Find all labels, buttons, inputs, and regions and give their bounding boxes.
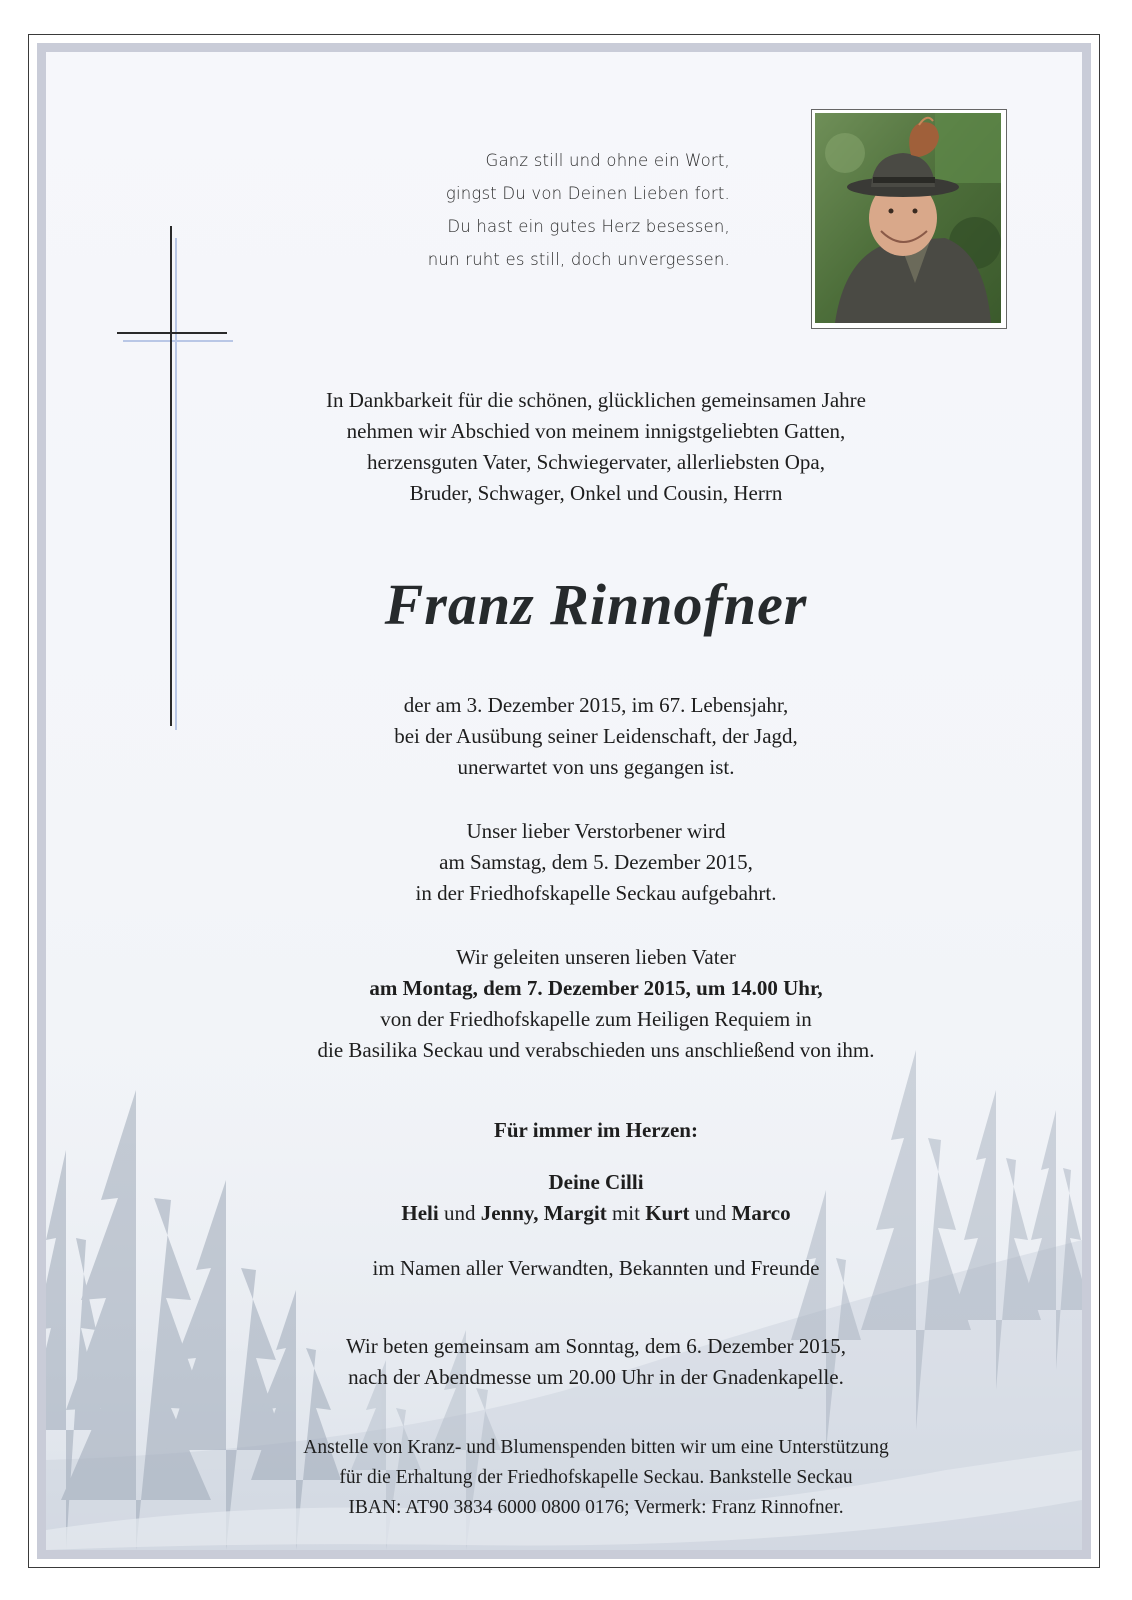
prayer-line: Wir beten gemeinsam am Sonntag, dem 6. Dezember 2015, xyxy=(345,1334,847,1358)
death-details xyxy=(160,690,1032,783)
prayer-line: nach der Abendmesse um 20.00 Uhr in der Gnadenkapelle. xyxy=(348,1365,844,1389)
child-name: Heli xyxy=(401,1201,439,1225)
children-names xyxy=(160,1198,1032,1229)
connector-word: und xyxy=(694,1201,727,1225)
spouse-name: Deine Cilli xyxy=(548,1170,644,1194)
death-line: bei der Ausübung seiner Leidenschaft, der Jagd, xyxy=(394,724,798,748)
intro-line: nehmen wir Abschied von meinem innigstgeliebten Gatten, xyxy=(346,419,846,443)
mourners-heading: Für immer im Herzen: xyxy=(494,1118,698,1142)
laying-out-line: am Samstag, dem 5. Dezember 2015, xyxy=(439,850,753,874)
intro-text xyxy=(160,385,1032,509)
portrait-photo xyxy=(811,109,1007,329)
intro-line: herzensguten Vater, Schwiegervater, allerliebsten Opa, xyxy=(367,450,825,474)
donation-line: Anstelle von Kranz- und Blumenspenden bitten wir um eine Unterstützung xyxy=(303,1437,889,1458)
child-name: Jenny, xyxy=(480,1201,539,1225)
poem-line: Du hast ein gutes Herz besessen, xyxy=(447,217,730,236)
portrait-image xyxy=(815,113,1001,323)
funeral-details xyxy=(160,942,1032,1066)
memorial-poem xyxy=(360,144,730,276)
laying-out-line: in der Friedhofskapelle Seckau aufgebahrt. xyxy=(415,881,777,905)
funeral-line: die Basilika Seckau und verabschieden uns anschließend von ihm. xyxy=(317,1038,875,1062)
laying-out-details xyxy=(160,816,1032,909)
laying-out-line: Unser lieber Verstorbener wird xyxy=(466,819,726,843)
funeral-line: von der Friedhofskapelle zum Heiligen Requiem in xyxy=(380,1007,812,1031)
death-line: unerwartet von uns gegangen ist. xyxy=(457,755,735,779)
relatives-line: im Namen aller Verwandten, Bekannten und Freunde xyxy=(372,1256,820,1280)
poem-line: Ganz still und ohne ein Wort, xyxy=(485,151,730,170)
intro-line: Bruder, Schwager, Onkel und Cousin, Herrn xyxy=(409,481,783,505)
donation-line: für die Erhaltung der Friedhofskapelle Seckau. Bankstelle Seckau xyxy=(339,1467,853,1488)
child-name: Marco xyxy=(731,1201,791,1225)
child-name: Margit xyxy=(543,1201,607,1225)
funeral-date: am Montag, dem 7. Dezember 2015, um 14.00 Uhr, xyxy=(369,976,823,1000)
intro-line: In Dankbarkeit für die schönen, glücklichen gemeinsamen Jahre xyxy=(326,388,866,412)
deceased-name: Franz Rinnofner xyxy=(384,572,808,637)
poem-line: gingst Du von Deinen Lieben fort. xyxy=(445,184,730,203)
donation-line: IBAN: AT90 3834 6000 0800 0176; Vermerk: Franz Rinnofner. xyxy=(348,1497,844,1518)
funeral-line: Wir geleiten unseren lieben Vater xyxy=(456,945,736,969)
poem-line: nun ruht es still, doch unvergessen. xyxy=(427,250,730,269)
connector-word: und xyxy=(443,1201,476,1225)
death-line: der am 3. Dezember 2015, im 67. Lebensjahr, xyxy=(403,693,789,717)
child-name: Kurt xyxy=(645,1201,690,1225)
donation-details xyxy=(160,1433,1032,1523)
connector-word: mit xyxy=(611,1201,640,1225)
prayer-details xyxy=(160,1331,1032,1393)
